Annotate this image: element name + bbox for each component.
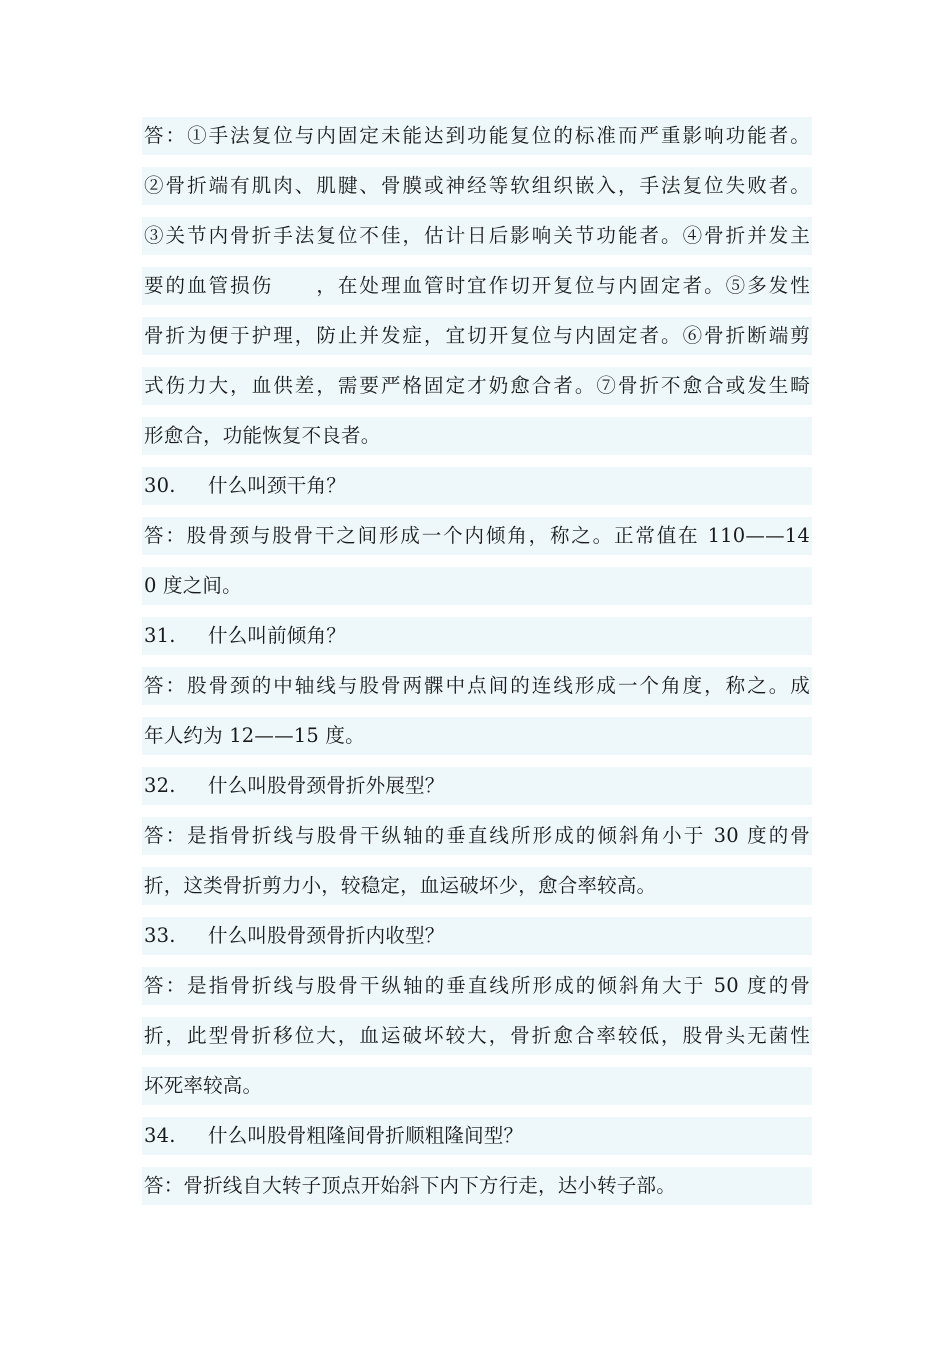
text-line: ②骨折端有肌肉、肌腱、骨膜或神经等软组织嵌入，手法复位失败者。 xyxy=(142,167,812,205)
question-number: 30. xyxy=(144,474,176,497)
text-line: 形愈合，功能恢复不良者。 xyxy=(142,417,812,455)
text-line: 答：股骨颈与股骨干之间形成一个内倾角，称之。正常值在 110——14 xyxy=(142,517,812,555)
question-34 xyxy=(142,1117,812,1155)
text-line: 要的血管损伤 ，在处理血管时宜作切开复位与内固定者。⑤多发性 xyxy=(142,267,812,305)
text-line: 答：股骨颈的中轴线与股骨两髁中点间的连线形成一个角度，称之。成 xyxy=(142,667,812,705)
question-30 xyxy=(142,467,812,505)
question-33 xyxy=(142,917,812,955)
question-text: 什么叫前倾角？ xyxy=(208,624,346,647)
question-number: 32. xyxy=(144,774,176,797)
text-line: ③关节内骨折手法复位不佳，估计日后影响关节功能者。④骨折并发主 xyxy=(142,217,812,255)
text-line: 折，这类骨折剪力小，较稳定，血运破坏少，愈合率较高。 xyxy=(142,867,812,905)
question-text: 什么叫股骨颈骨折内收型？ xyxy=(208,924,445,947)
text-line: 折，此型骨折移位大，血运破坏较大，骨折愈合率较低，股骨头无菌性 xyxy=(142,1017,812,1055)
question-text: 什么叫颈干角？ xyxy=(208,474,346,497)
question-text: 什么叫股骨粗隆间骨折顺粗隆间型？ xyxy=(208,1124,524,1147)
text-line: 骨折为便于护理，防止并发症，宜切开复位与内固定者。⑥骨折断端剪 xyxy=(142,317,812,355)
text-line: 坏死率较高。 xyxy=(142,1067,812,1105)
text-line: 0 度之间。 xyxy=(142,567,812,605)
text-line: 答：骨折线自大转子顶点开始斜下内下方行走，达小转子部。 xyxy=(142,1167,812,1205)
question-text: 什么叫股骨颈骨折外展型？ xyxy=(208,774,445,797)
text-line: 年人约为 12——15 度。 xyxy=(142,717,812,755)
text-line: 答：是指骨折线与股骨干纵轴的垂直线所形成的倾斜角小于 30 度的骨 xyxy=(142,817,812,855)
text-line: 答：是指骨折线与股骨干纵轴的垂直线所形成的倾斜角大于 50 度的骨 xyxy=(142,967,812,1005)
text-body xyxy=(142,117,812,1217)
question-32 xyxy=(142,767,812,805)
question-number: 33. xyxy=(144,924,176,947)
question-number: 31. xyxy=(144,624,176,647)
question-31 xyxy=(142,617,812,655)
question-number: 34. xyxy=(144,1124,176,1147)
text-line: 答：①手法复位与内固定未能达到功能复位的标准而严重影响功能者。 xyxy=(142,117,812,155)
text-line: 式伤力大，血供差，需要严格固定才奶愈合者。⑦骨折不愈合或发生畸 xyxy=(142,367,812,405)
